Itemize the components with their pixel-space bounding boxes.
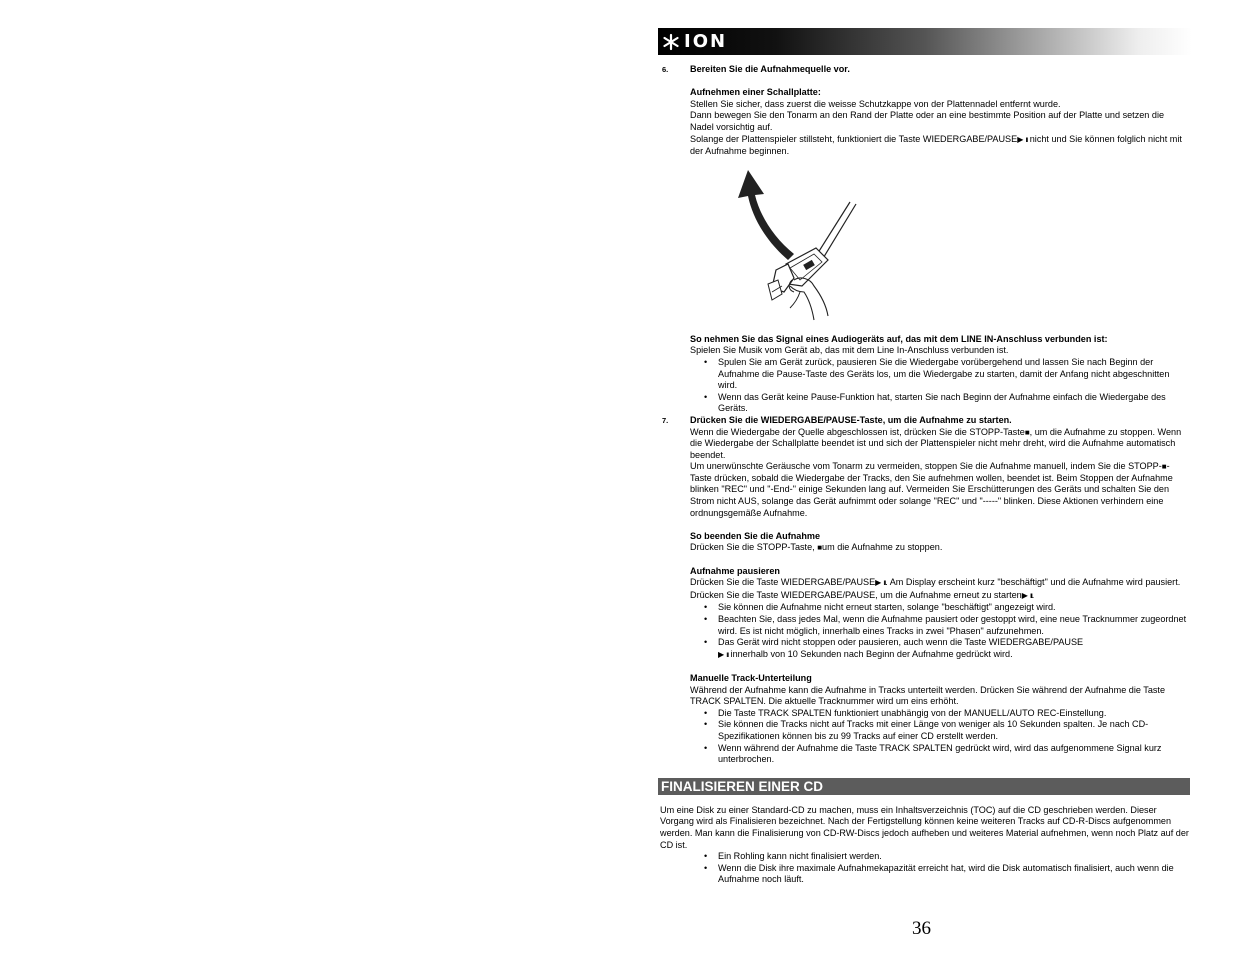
play-symbol: ▶	[718, 649, 725, 659]
list-item: • Wenn die Disk ihre maximale Aufnahmekapazität erreicht hat, wird die Disk automatisch finalisiert, auch wenn die Aufnahme noch läuft.	[718, 863, 1190, 886]
list-item: • Beachten Sie, dass jedes Mal, wenn die Aufnahme pausiert oder gestoppt wird, eine neue Tracknummer zugeordnet wird. Es ist nicht möglich, innerhalb eines Tracks in zwei "Phasen" aufzunehmen.	[718, 614, 1190, 637]
section-heading-finalize: FINALISIEREN EINER CD	[658, 778, 1190, 795]
still-note-text: Solange der Plattenspieler stillsteht, funktioniert die Taste WIEDERGABE/PAUSE	[690, 133, 1018, 144]
paragraph-text: Drücken Sie die Taste WIEDERGABE/PAUSE	[690, 577, 876, 588]
stop-paragraph	[690, 427, 1190, 462]
list-item: • Sie können die Aufnahme nicht erneut starten, solange "beschäftigt" angezeigt wird.	[718, 602, 1190, 614]
logo-text: ION	[684, 31, 728, 52]
list-item: • Wenn das Gerät keine Pause-Funktion hat, starten Sie nach Beginn der Aufnahme einfach die Wiedergabe des Geräts.	[718, 392, 1190, 415]
page-number: 36	[912, 918, 931, 939]
paragraph-text: um die Aufnahme zu stoppen.	[822, 542, 943, 553]
paragraph-text: Wenn die Wiedergabe der Quelle abgeschlossen ist, drücken Sie die STOPP-Taste	[690, 426, 1025, 437]
record-heading: Aufnehmen einer Schallplatte:	[690, 87, 821, 98]
play-symbol: ▶	[1017, 134, 1024, 144]
list-item: • Die Taste TRACK SPALTEN funktioniert unabhängig von der MANUELL/AUTO REC-Einstellung.	[718, 708, 1190, 720]
list-item	[718, 637, 1190, 661]
header-bar	[658, 28, 1192, 55]
noise-paragraph	[690, 461, 1190, 519]
list-item-text: Das Gerät wird nicht stoppen oder pausieren, auch wenn die Taste WIEDERGABE/PAUSE	[718, 637, 1084, 648]
track-heading: Manuelle Track-Unterteilung	[690, 672, 812, 683]
pause-heading: Aufnahme pausieren	[690, 565, 780, 576]
ion-logo	[662, 31, 727, 52]
line-in-bullets	[660, 357, 1190, 415]
play-pause-icon	[1017, 135, 1027, 144]
finalize-bullets	[660, 851, 1190, 886]
still-note-text: nicht und Sie können folglich nicht mit der Aufnahme beginnen.	[690, 133, 1182, 157]
stop-text	[690, 542, 1190, 554]
stop-icon: ■	[1024, 427, 1030, 437]
main-content	[660, 64, 1190, 886]
step-title: Drücken Sie die WIEDERGABE/PAUSE-Taste, um die Aufnahme zu starten.	[690, 414, 1012, 425]
pause-text	[690, 577, 1190, 602]
still-note	[690, 134, 1190, 158]
play-symbol: ▶	[1021, 590, 1028, 600]
paragraph-text: .	[1031, 589, 1035, 600]
finalize-intro: Um eine Disk zu einer Standard-CD zu machen, muss ein Inhaltsverzeichnis (TOC) auf die CD geschrieben werden. Dieser Vorgang wird als Finalisieren bezeichnet. Nach der Fertigstellung können keine weiteren Tracks auf CD-R-Discs aufgenommen werden. Man kann die Finalisierung von CD-RW-Discs jedoch aufheben und weiteres Material aufnehmen, wenn noch Platz auf der CD ist.	[660, 804, 1189, 850]
paragraph-text: Um unerwünschte Geräusche vom Tonarm zu vermeiden, stoppen Sie die Aufnahme manuell, indem Sie die STOPP-	[690, 461, 1162, 472]
pause-symbol: II	[883, 580, 886, 588]
play-pause-icon	[718, 650, 728, 659]
tonearm-illustration	[728, 168, 858, 328]
line-in-heading: So nehmen Sie das Signal eines Audiogeräts auf, das mit dem LINE IN-Anschluss verbunden ist:	[690, 333, 1108, 344]
pause-symbol: II	[726, 651, 729, 659]
record-line: Stellen Sie sicher, dass zuerst die weisse Schutzkappe von der Plattennadel entfernt wurde.	[690, 98, 1061, 109]
record-line: Dann bewegen Sie den Tonarm an den Rand der Platte oder an eine bestimmte Position auf der Platte und setzen die Nadel vorsichtig auf.	[690, 110, 1165, 132]
paragraph-text: , um die Aufnahme zu stoppen. Wenn die Wiedergabe der Schallplatte beendet ist und sich der Plattenspieler nicht mehr dreht, wird die Aufnahme automatisch beendet.	[690, 426, 1182, 460]
play-pause-icon	[875, 578, 885, 587]
step-6	[660, 64, 1190, 415]
list-item-text: innerhalb von 10 Sekunden nach Beginn der Aufnahme gedrückt wird.	[730, 648, 1013, 659]
track-intro: Während der Aufnahme kann die Aufnahme in Tracks unterteilt werden. Drücken Sie während der Aufnahme die Taste TRACK SPALTEN. Die aktuelle Tracknummer wird um eins erhöht.	[690, 684, 1166, 707]
paragraph-text: -Taste drücken, sobald die Wiedergabe der Tracks, den Sie aufnehmen wollen, beendet ist. Beim Stoppen der Aufnahme blinken "REC" und "-End-" einige Sekunden lang auf. Vermeiden Sie Erschütterungen des Geräts und schalten Sie den Strom nicht AUS, solange das Gerät aufnimmt oder solange "REC" und "-----" blinken. Diese Aktionen verhindern eine ordnungsgemäße Aufnahme.	[690, 461, 1173, 518]
play-symbol: ▶	[875, 578, 882, 588]
stop-heading: So beenden Sie die Aufnahme	[690, 530, 821, 541]
pause-symbol: II	[1025, 136, 1028, 144]
step-number: 6.	[662, 65, 669, 74]
ion-logo-icon	[662, 33, 680, 51]
pause-bullets	[660, 602, 1190, 661]
paragraph-text: Drücken Sie die STOPP-Taste,	[690, 542, 818, 553]
line-in-intro: Spielen Sie Musik vom Gerät ab, das mit dem Line In-Anschluss verbunden ist.	[690, 345, 1009, 356]
list-item: • Sie können die Tracks nicht auf Tracks mit einer Länge von weniger als 10 Sekunden spalten. Je nach CD-Spezifikationen können bis zu 99 Tracks auf einer CD erstellt werden.	[718, 719, 1190, 742]
play-pause-icon	[1022, 591, 1032, 600]
list-item: • Ein Rohling kann nicht finalisiert werden.	[718, 851, 1190, 863]
list-item: • Wenn während der Aufnahme die Taste TRACK SPALTEN gedrückt wird, wird das aufgenommene Signal kurz unterbrochen.	[718, 743, 1190, 766]
stop-icon: ■	[817, 543, 823, 553]
track-bullets	[660, 708, 1190, 766]
pause-symbol: II	[1030, 592, 1032, 600]
list-item: • Spulen Sie am Gerät zurück, pausieren Sie die Wiedergabe vorübergehend und lassen Sie nach Beginn der Aufnahme die Pause-Taste des Geräts los, um die Wiedergabe zu starten, damit der Anfang nicht abgeschnitten wird.	[718, 357, 1190, 392]
stop-icon: ■	[1161, 462, 1167, 472]
step-number: 7.	[662, 415, 669, 425]
step-7	[660, 415, 1190, 766]
paragraph-text: . Am Display erscheint kurz "beschäftigt" und die Aufnahme wird pausiert. Drücken Sie die Taste WIEDERGABE/PAUSE, um die Aufnahme erneut zu starten	[690, 577, 1181, 600]
step-title: Bereiten Sie die Aufnahmequelle vor.	[690, 64, 850, 74]
